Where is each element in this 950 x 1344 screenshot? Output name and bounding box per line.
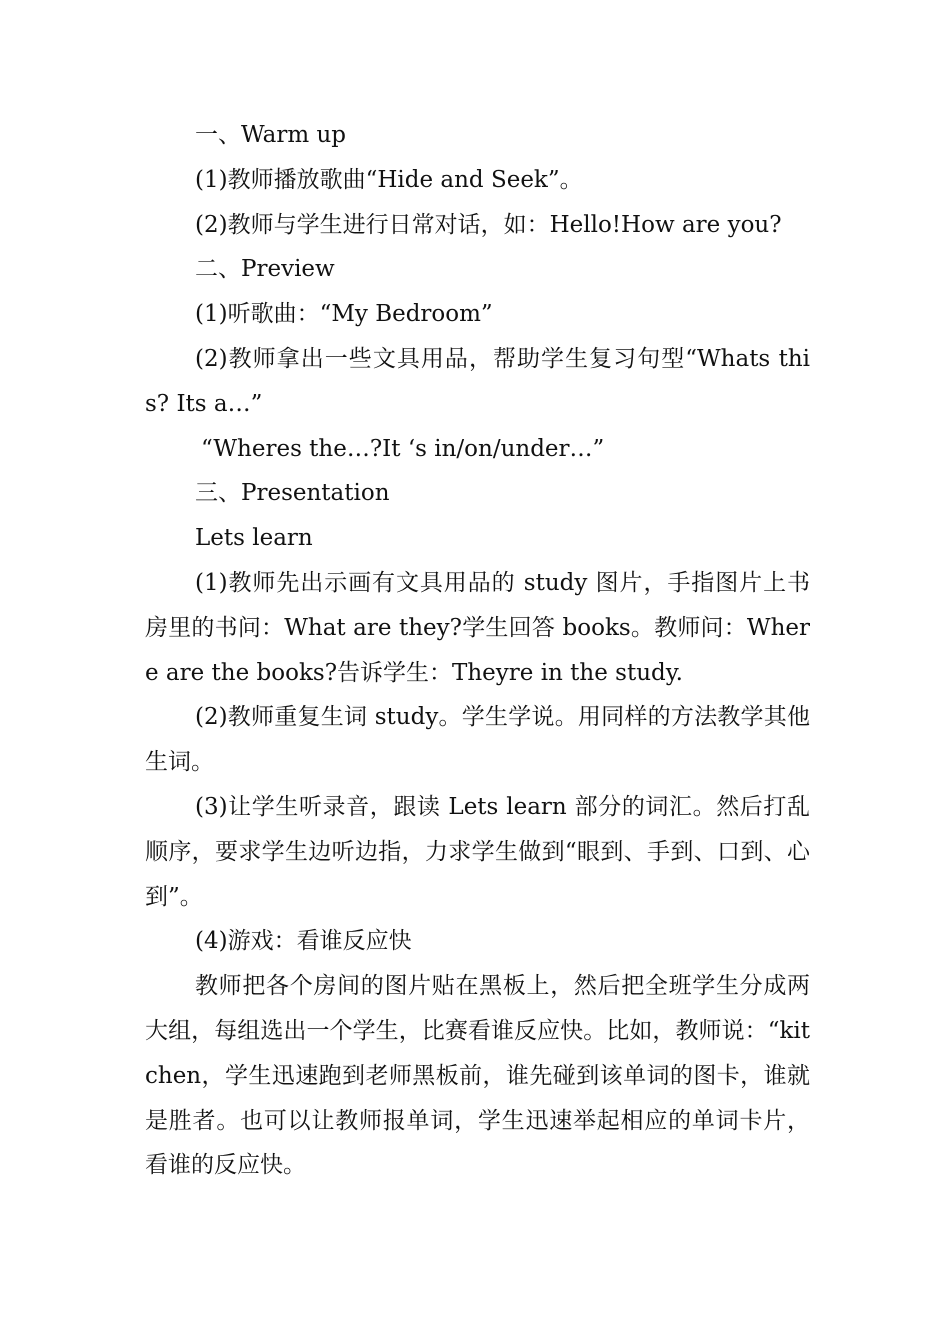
document-body bbox=[145, 113, 810, 1188]
paragraph-daily-dialogue: (2)教师与学生进行日常对话，如：Hello!How are you? bbox=[195, 211, 782, 238]
paragraph-game-title: (4)游戏：看谁反应快 bbox=[195, 928, 412, 955]
paragraph-study-picture: (1)教师先出示画有文具用品的 study 图片，手指图片上书房里的书问：What are they?学生回答 books。教师问：Where are the books?告诉学生：Theyre in the study. bbox=[145, 569, 810, 686]
paragraph-listen-song: (1)听歌曲：“My Bedroom” bbox=[195, 301, 493, 328]
paragraph-game-description: 教师把各个房间的图片贴在黑板上，然后把全班学生分成两大组，每组选出一个学生，比赛看谁反应快。比如，教师说：“kitchen，学生迅速跑到老师黑板前，谁先碰到该单词的图卡，谁就是胜者。也可以让教师报单词，学生迅速举起相应的单词卡片，看谁的反应快。 bbox=[145, 973, 810, 1179]
section-heading-presentation: 三、Presentation bbox=[195, 480, 390, 507]
paragraph-listen-recording: (3)让学生听录音，跟读 Lets learn 部分的词汇。然后打乱顺序，要求学生边听边指，力求学生做到“眼到、手到、口到、心到”。 bbox=[145, 793, 810, 910]
paragraph-repeat-word: (2)教师重复生词 study。学生学说。用同样的方法教学其他生词。 bbox=[145, 704, 810, 776]
section-heading-warm-up: 一、Warm up bbox=[195, 122, 347, 148]
subheading-lets-learn: Lets learn bbox=[195, 525, 313, 552]
section-heading-preview: 二、Preview bbox=[195, 256, 335, 283]
paragraph-review-sentences: (2)教师拿出一些文具用品，帮助学生复习句型“Whats this? Its a…” bbox=[145, 345, 810, 417]
paragraph-wheres-quote: “Wheres the…?It ‘s in/on/under…” bbox=[201, 435, 605, 462]
paragraph-play-song: (1)教师播放歌曲“Hide and Seek”。 bbox=[195, 166, 583, 193]
